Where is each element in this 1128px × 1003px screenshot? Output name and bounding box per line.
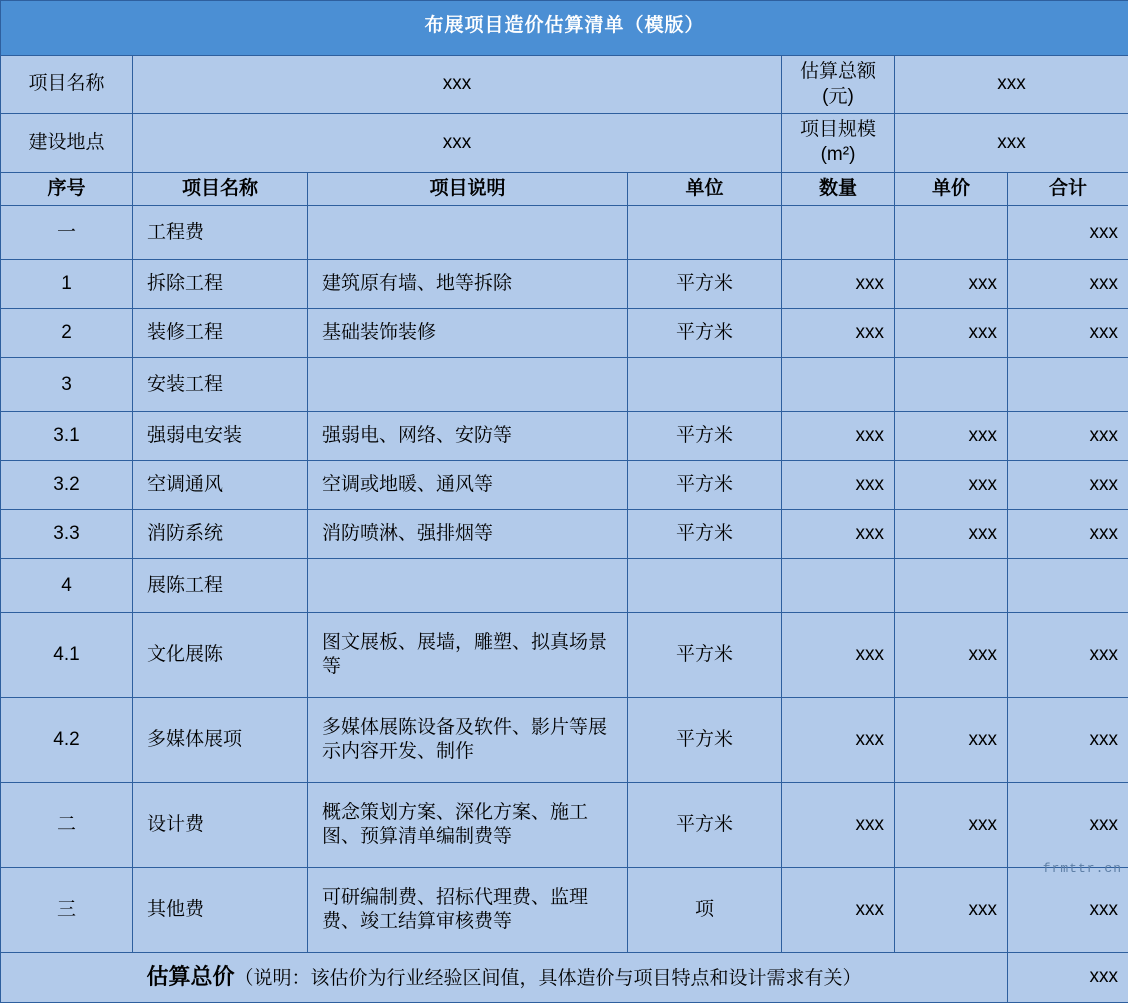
cell-desc: 建筑原有墙、地等拆除 bbox=[308, 260, 628, 309]
cell-total: xxx bbox=[1008, 698, 1128, 783]
cell-qty: xxx bbox=[782, 783, 895, 868]
cell-no: 一 bbox=[1, 206, 133, 260]
cell-price: xxx bbox=[895, 461, 1008, 510]
column-header-no: 序号 bbox=[1, 172, 133, 206]
column-header-name: 项目名称 bbox=[133, 172, 308, 206]
cell-no: 3.2 bbox=[1, 461, 133, 510]
cell-no: 3.1 bbox=[1, 412, 133, 461]
cell-unit: 平方米 bbox=[628, 613, 782, 698]
cell-unit: 平方米 bbox=[628, 260, 782, 309]
cell-no: 4 bbox=[1, 559, 133, 613]
cell-no: 4.1 bbox=[1, 613, 133, 698]
cell-total: xxx bbox=[1008, 260, 1128, 309]
cell-no: 1 bbox=[1, 260, 133, 309]
cell-qty: xxx bbox=[782, 510, 895, 559]
cell-no: 二 bbox=[1, 783, 133, 868]
cell-total: xxx bbox=[1008, 510, 1128, 559]
cell-name: 安装工程 bbox=[133, 358, 308, 412]
column-header-desc: 项目说明 bbox=[308, 172, 628, 206]
cell-price: xxx bbox=[895, 412, 1008, 461]
cell-price: xxx bbox=[895, 260, 1008, 309]
table-row bbox=[1, 698, 1128, 783]
cell-qty: xxx bbox=[782, 868, 895, 953]
meta-label-total-amount: 估算总额(元) bbox=[782, 56, 895, 114]
table-row bbox=[1, 412, 1128, 461]
cell-total: xxx bbox=[1008, 783, 1128, 868]
table-row bbox=[1, 559, 1128, 613]
cell-qty: xxx bbox=[782, 260, 895, 309]
table-header-row bbox=[1, 172, 1128, 206]
cell-unit bbox=[628, 206, 782, 260]
cell-name: 装修工程 bbox=[133, 309, 308, 358]
cell-name: 强弱电安装 bbox=[133, 412, 308, 461]
cell-no: 2 bbox=[1, 309, 133, 358]
table-row bbox=[1, 783, 1128, 868]
cell-total: xxx bbox=[1008, 461, 1128, 510]
meta-value-location[interactable]: xxx bbox=[133, 114, 782, 172]
cell-unit: 平方米 bbox=[628, 461, 782, 510]
cell-name: 文化展陈 bbox=[133, 613, 308, 698]
table-row bbox=[1, 260, 1128, 309]
cell-price bbox=[895, 206, 1008, 260]
footer-total-note: （说明：该估价为行业经验区间值，具体造价与项目特点和设计需求有关） bbox=[235, 968, 862, 989]
cell-no: 4.2 bbox=[1, 698, 133, 783]
cell-name: 其他费 bbox=[133, 868, 308, 953]
cell-desc: 多媒体展陈设备及软件、影片等展示内容开发、制作 bbox=[308, 698, 628, 783]
table-row bbox=[1, 510, 1128, 559]
cell-price: xxx bbox=[895, 698, 1008, 783]
cell-no: 3.3 bbox=[1, 510, 133, 559]
table-row bbox=[1, 868, 1128, 953]
table-row bbox=[1, 309, 1128, 358]
cell-price: xxx bbox=[895, 868, 1008, 953]
cell-qty: xxx bbox=[782, 461, 895, 510]
column-header-total: 合计 bbox=[1008, 172, 1128, 206]
cell-desc: 消防喷淋、强排烟等 bbox=[308, 510, 628, 559]
cell-desc: 空调或地暖、通风等 bbox=[308, 461, 628, 510]
cell-unit: 平方米 bbox=[628, 510, 782, 559]
meta-value-total-amount[interactable]: xxx bbox=[895, 56, 1128, 114]
cell-price: xxx bbox=[895, 783, 1008, 868]
cell-total: xxx bbox=[1008, 868, 1128, 953]
meta-row bbox=[1, 56, 1128, 114]
table-row bbox=[1, 613, 1128, 698]
cell-unit bbox=[628, 559, 782, 613]
cell-total: xxx bbox=[1008, 206, 1128, 260]
cell-name: 消防系统 bbox=[133, 510, 308, 559]
cell-unit: 平方米 bbox=[628, 309, 782, 358]
meta-value-scale[interactable]: xxx bbox=[895, 114, 1128, 172]
footer-total-value: xxx bbox=[1008, 953, 1128, 1003]
cell-unit bbox=[628, 358, 782, 412]
cell-qty: xxx bbox=[782, 698, 895, 783]
cell-total bbox=[1008, 559, 1128, 613]
cell-price bbox=[895, 358, 1008, 412]
cell-name: 工程费 bbox=[133, 206, 308, 260]
cell-desc: 概念策划方案、深化方案、施工图、预算清单编制费等 bbox=[308, 783, 628, 868]
title-row bbox=[1, 1, 1128, 56]
cell-desc: 图文展板、展墙，雕塑、拟真场景等 bbox=[308, 613, 628, 698]
cell-no: 三 bbox=[1, 868, 133, 953]
cell-name: 设计费 bbox=[133, 783, 308, 868]
cell-qty bbox=[782, 559, 895, 613]
cell-total: xxx bbox=[1008, 412, 1128, 461]
cell-qty: xxx bbox=[782, 613, 895, 698]
meta-row bbox=[1, 114, 1128, 172]
table-row bbox=[1, 461, 1128, 510]
cell-desc: 基础装饰装修 bbox=[308, 309, 628, 358]
cell-total: xxx bbox=[1008, 309, 1128, 358]
meta-label-scale: 项目规模(m²) bbox=[782, 114, 895, 172]
cell-qty: xxx bbox=[782, 412, 895, 461]
footer-total-text bbox=[1, 953, 1008, 1003]
document-title: 布展项目造价估算清单（模版） bbox=[1, 1, 1128, 56]
cell-total: xxx bbox=[1008, 613, 1128, 698]
cell-total bbox=[1008, 358, 1128, 412]
meta-label-location: 建设地点 bbox=[1, 114, 133, 172]
cell-desc: 强弱电、网络、安防等 bbox=[308, 412, 628, 461]
column-header-qty: 数量 bbox=[782, 172, 895, 206]
cell-price: xxx bbox=[895, 510, 1008, 559]
cell-unit: 平方米 bbox=[628, 412, 782, 461]
cell-name: 展陈工程 bbox=[133, 559, 308, 613]
column-header-price: 单价 bbox=[895, 172, 1008, 206]
cell-desc bbox=[308, 206, 628, 260]
cell-qty bbox=[782, 206, 895, 260]
meta-label-project-name: 项目名称 bbox=[1, 56, 133, 114]
table-row bbox=[1, 206, 1128, 260]
cell-qty bbox=[782, 358, 895, 412]
footer-total-label: 估算总价 bbox=[146, 964, 234, 989]
cell-name: 空调通风 bbox=[133, 461, 308, 510]
cell-no: 3 bbox=[1, 358, 133, 412]
cell-desc bbox=[308, 559, 628, 613]
cell-price bbox=[895, 559, 1008, 613]
cell-desc bbox=[308, 358, 628, 412]
table-row bbox=[1, 358, 1128, 412]
meta-value-project-name[interactable]: xxx bbox=[133, 56, 782, 114]
footer-total-row bbox=[1, 953, 1128, 1003]
cell-unit: 项 bbox=[628, 868, 782, 953]
cell-desc: 可研编制费、招标代理费、监理费、竣工结算审核费等 bbox=[308, 868, 628, 953]
cell-price: xxx bbox=[895, 613, 1008, 698]
cell-unit: 平方米 bbox=[628, 783, 782, 868]
watermark: frmttr.cn bbox=[1043, 861, 1122, 876]
cell-qty: xxx bbox=[782, 309, 895, 358]
cell-name: 拆除工程 bbox=[133, 260, 308, 309]
cell-price: xxx bbox=[895, 309, 1008, 358]
cell-unit: 平方米 bbox=[628, 698, 782, 783]
column-header-unit: 单位 bbox=[628, 172, 782, 206]
cell-name: 多媒体展项 bbox=[133, 698, 308, 783]
